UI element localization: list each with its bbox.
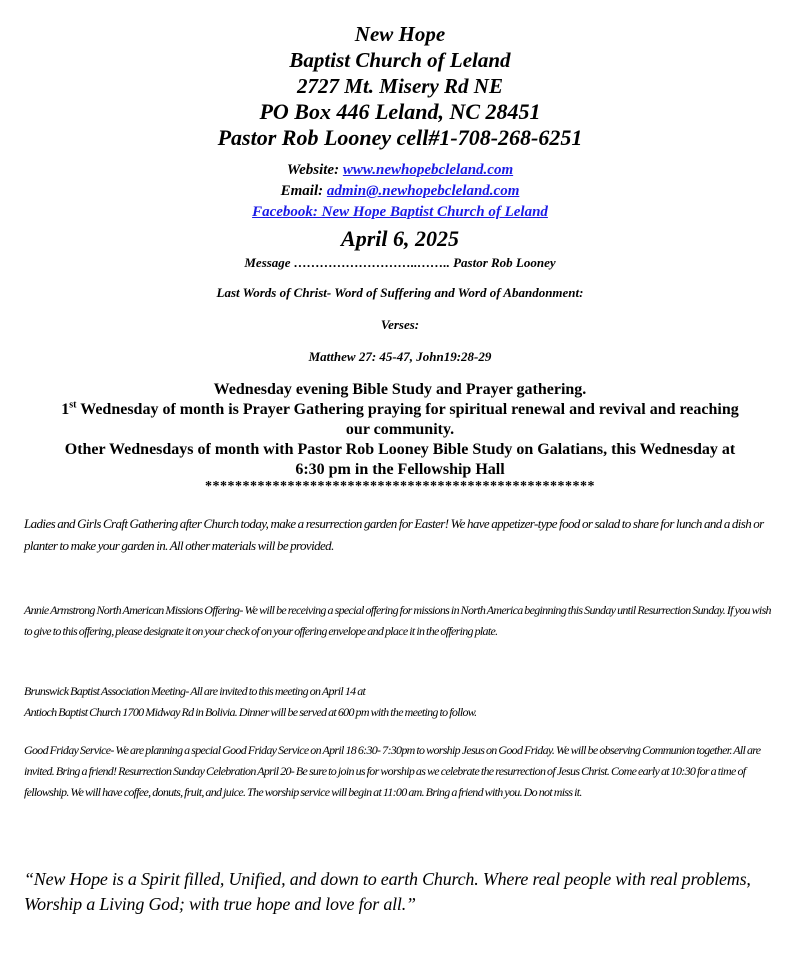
email-label: Email: bbox=[280, 183, 327, 199]
notice-missions-offering: Annie Armstrong North American Missions Offering- We will be receiving a special offering for missions in North America beginning this Sunday until Resurrection Sunday. If you wish to give to this offering, please designate it on your check of on your offering envelope and place it in the offering plate. bbox=[24, 603, 771, 638]
email-line bbox=[0, 181, 800, 202]
notice-missions-wrap bbox=[0, 600, 800, 642]
facebook-link[interactable]: Facebook: New Hope Baptist Church of Leland bbox=[252, 204, 548, 220]
bible-study-line1: Wednesday evening Bible Study and Prayer gathering. bbox=[213, 381, 587, 398]
pastor-contact: Pastor Rob Looney cell#1-708-268-6251 bbox=[217, 125, 583, 150]
sermon-title: Last Words of Christ- Word of Suffering and Word of Abandonment: bbox=[216, 285, 584, 300]
email-link[interactable]: admin@.newhopebcleland.com bbox=[326, 183, 520, 199]
divider-stars: **************************************************** bbox=[205, 479, 595, 494]
church-motto-wrap bbox=[0, 867, 800, 917]
service-info bbox=[0, 227, 800, 365]
church-name-line2: Baptist Church of Leland bbox=[289, 48, 511, 72]
service-date: April 6, 2025 bbox=[341, 226, 459, 251]
notice-association-line2: Antioch Baptist Church 1700 Midway Rd in Bolivia. Dinner will be served at 600 pm with the meeting to follow. bbox=[24, 705, 477, 719]
verses-text: Matthew 27: 45-47, John19:28-29 bbox=[308, 349, 492, 364]
contact-block bbox=[0, 160, 800, 223]
website-label: Website: bbox=[286, 162, 343, 178]
website-link[interactable]: www.newhopebcleland.com bbox=[342, 162, 514, 178]
notice-good-friday-wrap bbox=[0, 740, 800, 803]
notice-association-line1: Brunswick Baptist Association Meeting- All are invited to this meeting on April 14 at bbox=[24, 684, 366, 698]
bible-study-line2-sup: st bbox=[69, 399, 77, 411]
website-line bbox=[0, 160, 800, 181]
church-motto: “New Hope is a Spirit filled, Unified, and down to earth Church. Where real people with real problems, Worship a Living God; with true hope and love for all.” bbox=[24, 869, 751, 914]
bible-study-line3: Other Wednesdays of month with Pastor Rob Looney Bible Study on Galatians, this Wednesday at 6:30 pm in the Fellowship Hall bbox=[64, 441, 736, 478]
message-line: Message ………………………..…….. Pastor Rob Looney bbox=[244, 255, 556, 270]
notice-craft-gathering: Ladies and Girls Craft Gathering after Church today, make a resurrection garden for Easter! We have appetizer-type food or salad to share for lunch and a dish or planter to make your garden in. All other materials will be provided. bbox=[24, 516, 764, 553]
notice-good-friday: Good Friday Service- We are planning a special Good Friday Service on April 18 6:30- 7:30pm to worship Jesus on Good Friday. We will be observing Communion together. All are invited. Bring a friend! Resurrection Sunday Celebration April 20- Be sure to join us for worship as we celebrate the resurrection of Jesus Christ. Come early at 10:30 for a time of fellowship. We will have coffee, donuts, fruit, and juice. The worship service will begin at 11:00 am. Bring a friend with you. Do not miss it. bbox=[24, 743, 761, 799]
verses-label: Verses: bbox=[380, 317, 420, 332]
church-name-line1: New Hope bbox=[354, 22, 446, 46]
bible-study-line2-rest: Wednesday of month is Prayer Gathering praying for spiritual renewal and revival and reaching our community. bbox=[76, 401, 739, 438]
facebook-line bbox=[0, 202, 800, 223]
church-address: 2727 Mt. Misery Rd NE bbox=[297, 74, 503, 98]
bible-study-block bbox=[0, 368, 800, 494]
church-header bbox=[0, 21, 800, 151]
notices-block bbox=[0, 513, 800, 557]
notice-association-wrap bbox=[0, 681, 800, 723]
bible-study-line2-num: 1 bbox=[61, 401, 70, 418]
church-po-box: PO Box 446 Leland, NC 28451 bbox=[259, 99, 541, 124]
bible-study-line2 bbox=[0, 400, 800, 440]
